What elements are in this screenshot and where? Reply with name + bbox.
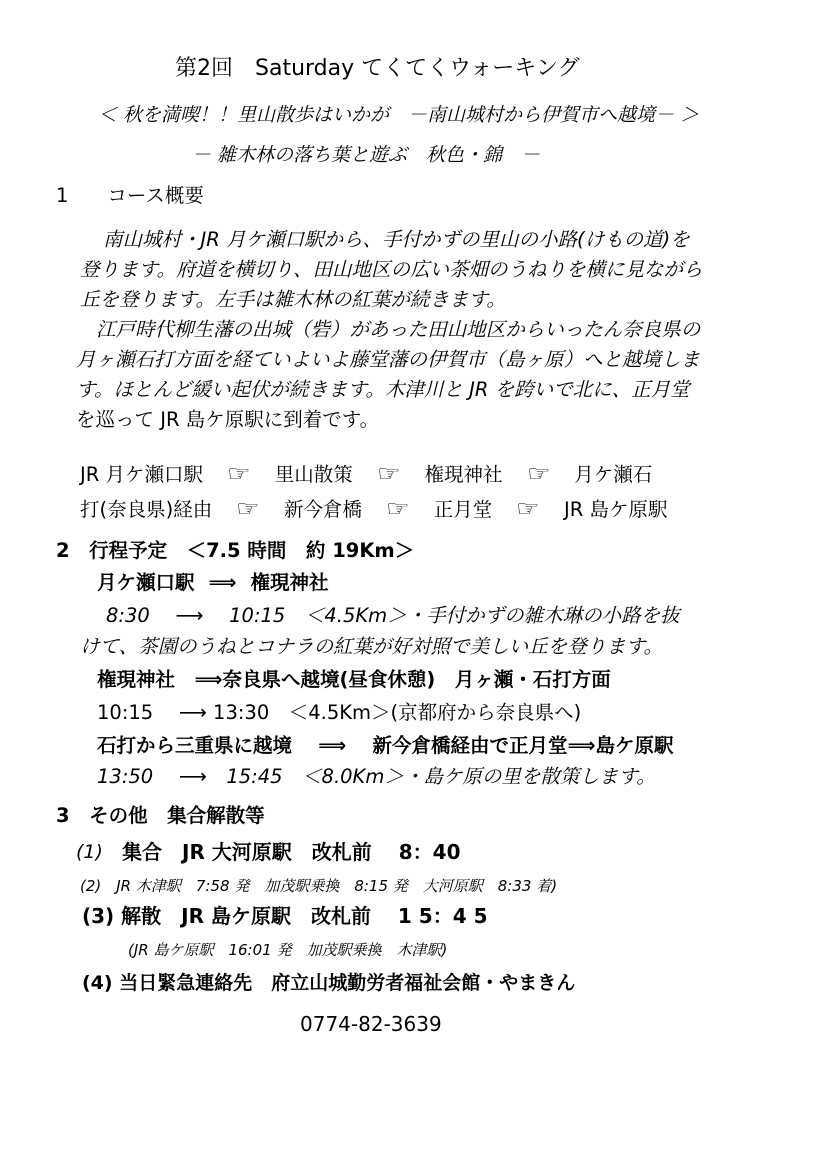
overview-line: 月ヶ瀬石打方面を経ていよいよ藤堂藩の伊賀市（島ヶ原）へと越境しま	[76, 348, 701, 371]
leg1-to: 権現神社	[250, 571, 329, 594]
pointing-hand-icon: ☞	[526, 462, 551, 487]
route-row-2	[80, 499, 667, 521]
section2-heading: 2 行程予定 ＜7.5 時間 約 19Km＞	[56, 539, 415, 562]
route-stop: 打(奈良県)経由	[80, 498, 213, 521]
emergency-contact: (4) 当日緊急連絡先 府立山城勤労者福祉会館・やまきん	[82, 972, 576, 994]
route-stop: 新今倉橋	[283, 498, 362, 521]
double-arrow-icon: ⟹	[208, 571, 237, 594]
item1-number: (1)	[76, 841, 103, 863]
subtitle-autumn-walk: ＜ 秋を満喫！！里山散歩はいかが －南山城村から伊賀市へ越境－ ＞	[98, 104, 700, 126]
meeting-point: 集合 JR 大河原駅 改札前 8：40	[122, 840, 461, 864]
leg2-title: 権現神社 ⟹奈良県へ越境(昼食休憩) 月ヶ瀬・石打方面	[97, 668, 611, 691]
route-stop: JR 島ケ原駅	[563, 498, 668, 521]
section3-heading: 3 その他 集合解散等	[56, 804, 265, 827]
leg3-title: 石打から三重県に越境 ⟹ 新今倉橋経由で正月堂⟹島ケ原駅	[97, 734, 674, 757]
section1-heading: 1 コース概要	[56, 184, 204, 207]
route-stop: 月ケ瀬石	[574, 463, 653, 486]
leg1-detail: けて、茶園のうねとコナラの紅葉が好対照で美しい丘を登ります。	[80, 635, 664, 658]
pointing-hand-icon: ☞	[227, 462, 251, 487]
pointing-hand-icon: ☞	[516, 497, 540, 522]
route-stop: 権現神社	[424, 463, 503, 486]
route-row-1	[80, 464, 652, 486]
route-stop: 正月堂	[433, 498, 493, 521]
overview-line: 丘を登ります。左手は雑木林の紅葉が続きます。	[80, 288, 506, 311]
pointing-hand-icon: ☞	[236, 497, 260, 522]
dismissal-point: (3) 解散 JR 島ケ原駅 改札前 1 5：4 5	[82, 904, 488, 928]
pointing-hand-icon: ☞	[376, 462, 401, 487]
overview-line: 登ります。府道を横切り、田山地区の広い茶畑のうねりを横に見ながら	[80, 258, 703, 281]
phone-number: 0774-82-3639	[300, 1012, 442, 1036]
pointing-hand-icon: ☞	[385, 497, 410, 522]
leg3-detail: 13:50 ⟶ 15:45 ＜8.0Km＞・島ケ原の里を散策します。	[97, 765, 656, 788]
meeting-access-note: (2) JR 木津駅 7:58 発 加茂駅乗換 8:15 発 大河原駅 8:33 着)	[80, 877, 558, 895]
route-stop: JR 月ケ瀬口駅	[80, 463, 203, 486]
subtitle-leaves: － 雑木林の落ち葉と遊ぶ 秋色・錦 －	[192, 144, 541, 166]
leg1-detail: 8:30 ⟶ 10:15 ＜4.5Km＞・手付かずの雑木琳の小路を抜	[106, 604, 680, 627]
page-title: 第2回 Saturday てくてくウォーキング	[175, 56, 580, 81]
leg1-from: 月ケ瀬口駅	[97, 571, 195, 594]
leg1-title	[97, 573, 329, 593]
route-stop: 里山散策	[274, 463, 353, 486]
overview-line: 南山城村・JR 月ケ瀬口駅から、手付かずの里山の小路(けもの道)を	[103, 228, 690, 251]
overview-line: を巡って JR 島ケ原駅に到着です。	[76, 408, 380, 431]
overview-line: す。ほとんど緩い起伏が続きます。木津川と JR を跨いで北に、正月堂	[76, 378, 690, 401]
leg2-detail: 10:15 ⟶ 13:30 ＜4.5Km＞(京都府から奈良県へ)	[97, 701, 582, 724]
overview-line: 江戸時代柳生藩の出城（砦）があった田山地区からいったん奈良県の	[96, 318, 701, 341]
dismissal-access-note: (JR 島ケ原駅 16:01 発 加茂駅乗換 木津駅)	[128, 941, 448, 959]
